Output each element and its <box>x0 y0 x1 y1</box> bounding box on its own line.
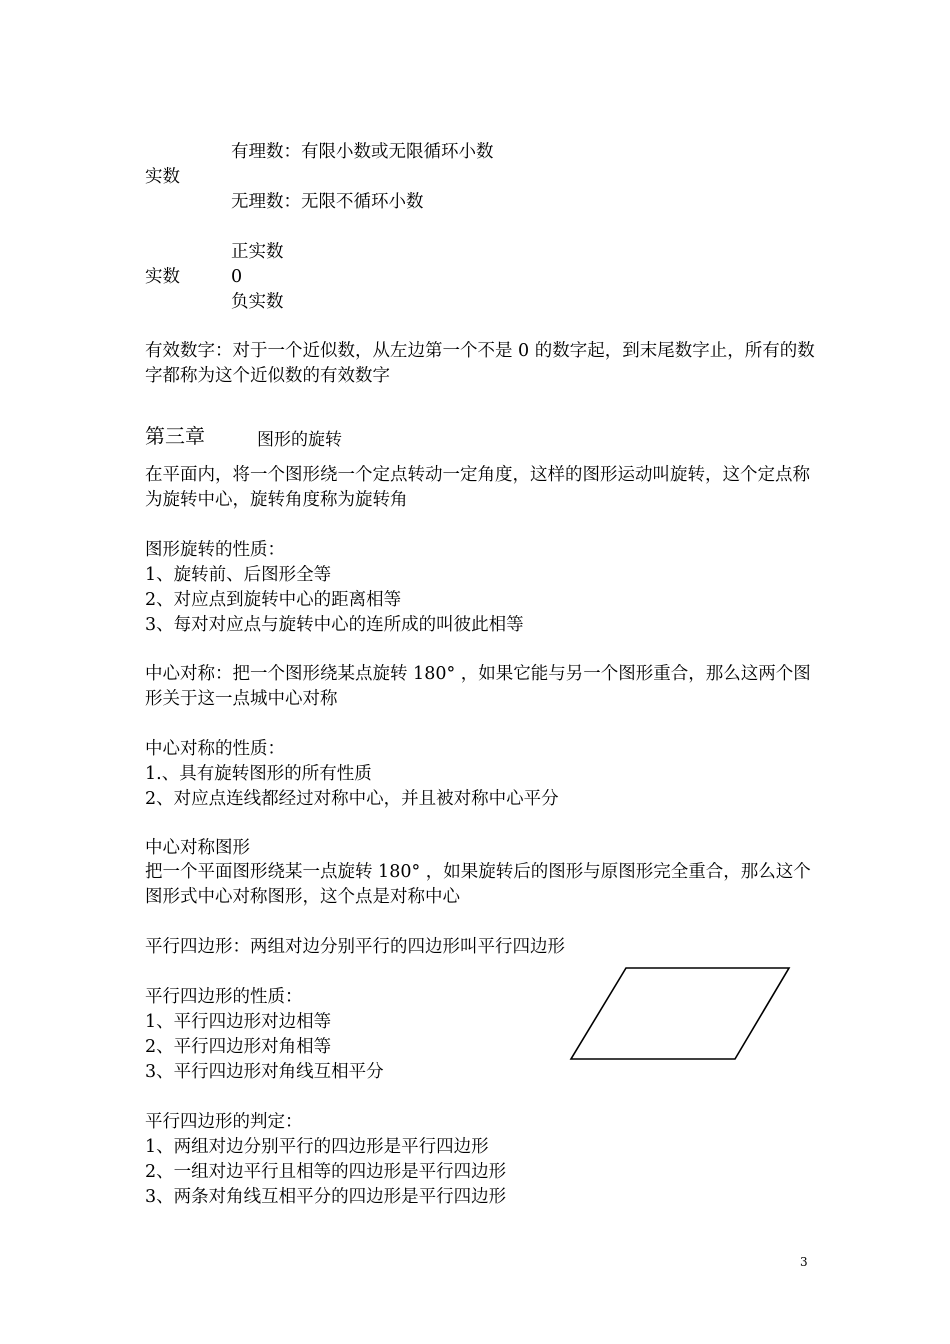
chapter-number: 第三章 <box>145 424 205 448</box>
zero-line: 0 <box>231 267 243 287</box>
negative-real-line: 负实数 <box>231 292 284 312</box>
rotation-definition: 在平面内，将一个图形绕一个定点转动一定角度，这样的图形运动叫旋转，这个定点称为旋转中心，旋转角度称为旋转角 <box>145 465 810 510</box>
positive-real-line: 正实数 <box>231 242 284 262</box>
significant-figures-paragraph: 有效数字：对于一个近似数，从左边第一个不是 0 的数字起，到末尾数字止，所有的数字都称为这个近似数的有效数字 <box>145 341 815 386</box>
parallelogram-test-1: 1、两组对边分别平行的四边形是平行四边形 <box>145 1137 489 1157</box>
rotation-property-3: 3、每对对应点与旋转中心的连所成的叫彼此相等 <box>145 615 524 635</box>
rational-number-line: 有理数：有限小数或无限循环小数 <box>231 142 494 162</box>
rotation-property-1: 1、旋转前、后图形全等 <box>145 565 332 585</box>
central-symmetric-figure-text: 把一个平面图形绕某一点旋转 180° ，如果旋转后的图形与原图形完全重合，那么这个图形式中心对称图形，这个点是对称中心 <box>145 862 811 907</box>
parallelogram-property-1: 1、平行四边形对边相等 <box>145 1012 332 1032</box>
central-symmetry-definition: 中心对称：把一个图形绕某点旋转 180° ，如果它能与另一个图形重合，那么这两个图形关于这一点城中心对称 <box>145 664 811 709</box>
parallelogram-figure <box>565 963 795 1063</box>
parallelogram-properties-title: 平行四边形的性质： <box>145 987 303 1007</box>
real-number-label-2: 实数 <box>145 267 180 287</box>
parallelogram-definition: 平行四边形：两组对边分别平行的四边形叫平行四边形 <box>145 937 565 957</box>
page-number: 3 <box>800 1255 808 1269</box>
central-symmetry-properties-title: 中心对称的性质： <box>145 739 285 759</box>
parallelogram-test-2: 2、一组对边平行且相等的四边形是平行四边形 <box>145 1162 507 1182</box>
real-number-label-1: 实数 <box>145 167 180 187</box>
chapter-title: 图形的旋转 <box>257 430 342 450</box>
rotation-property-2: 2、对应点到旋转中心的距离相等 <box>145 590 402 610</box>
rotation-properties-title: 图形旋转的性质： <box>145 540 285 560</box>
central-symmetry-property-2: 2、对应点连线都经过对称中心，并且被对称中心平分 <box>145 789 559 809</box>
central-symmetric-figure-title: 中心对称图形 <box>145 838 250 858</box>
parallelogram-tests-title: 平行四边形的判定： <box>145 1112 303 1132</box>
irrational-number-line: 无理数：无限不循环小数 <box>231 192 424 212</box>
central-symmetry-property-1: 1.、具有旋转图形的所有性质 <box>145 764 372 784</box>
parallelogram-property-3: 3、平行四边形对角线互相平分 <box>145 1062 384 1082</box>
parallelogram-test-3: 3、两条对角线互相平分的四边形是平行四边形 <box>145 1187 507 1207</box>
parallelogram-property-2: 2、平行四边形对角相等 <box>145 1037 332 1057</box>
